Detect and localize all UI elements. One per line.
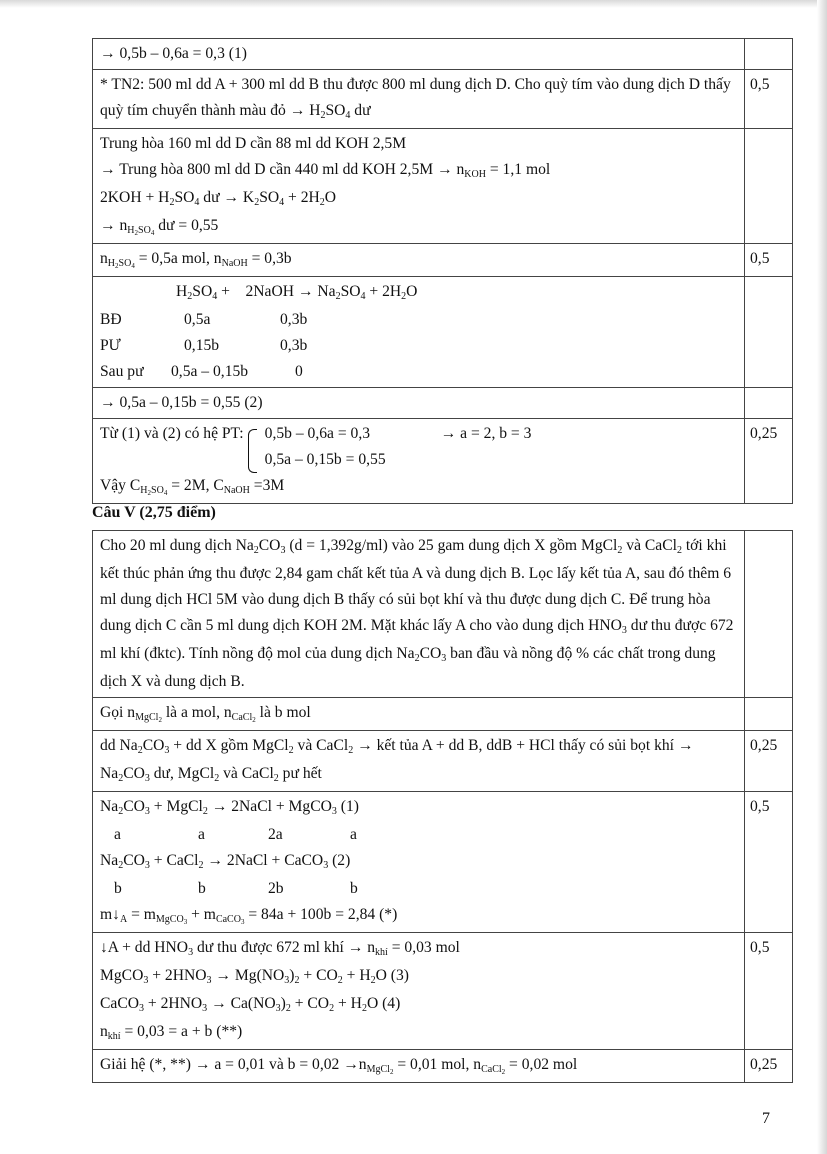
score-cell <box>745 129 793 244</box>
answer-cell: Giải hệ (*, **) → a = 0,01 và $b = 0,02 \to n_{MgCl_2} = 0,01$ mol, $n_{CaCl_2} = 0,02$ mol <box>93 1050 745 1083</box>
table-row <box>93 731 793 792</box>
table-row <box>93 698 793 731</box>
table-row <box>93 129 793 244</box>
score-cell <box>745 39 793 70</box>
score-cell <box>745 698 793 731</box>
answer-cell: ↓A + dd $HNO_3$ dư thu được 672 ml khí → $n_{khí} = 0,03$ mol MgCO$_3$ + $2HNO_3 \to Mg(NO_3)_2 + CO_2 + H_2O$ (3) CaCO$_3$ + $2HNO_3 \to Ca(NO_3)_2 + CO_2 + H_2O$ (4) $n_{khí} = 0,03 = a + b$ (**) <box>93 933 745 1050</box>
answer-cell: dd $Na_2CO_3$ + dd X gồm MgCl$_2$ và CaCl$_2$ → kết tủa A + dd B, ddB + HCl thấy có sủi bọt khí → $Na_2CO_3$ dư, MgCl$_2$ và CaCl$_2$ pư hết <box>93 731 745 792</box>
table-row <box>93 419 793 504</box>
answer-table-v <box>92 530 793 1083</box>
page-number: 7 <box>762 1110 770 1127</box>
table-row <box>93 277 793 388</box>
answer-cell: Trung hòa 160 ml dd D cần 88 ml dd KOH 2,5M → Trung hòa 800 ml dd D cần 440 ml dd KOH $2,5M \to n_{KOH} = 1,1$ mol $2KOH + H_2SO_4$ dư → $K_2SO_4 + 2H_2O$ → $n_{H_2SO_4}$ dư = 0,55 <box>93 129 745 244</box>
score-cell: 0,5 <box>745 70 793 129</box>
score-cell <box>745 531 793 698</box>
table-row <box>93 792 793 933</box>
answer-cell: $Na_2CO_3$ + MgCl$_2$ → 2NaCl + MgCO$_3$ (1) a a 2a a $Na_2CO_3$ + CaCl$_2$ → 2NaCl + CaCO$_3$ (2) b b 2b b $m↓_A = m_{MgCO_3} + m_{CaCO_3} = 84a + 100b = 2,84$ (*) <box>93 792 745 933</box>
score-cell: 0,5 <box>745 792 793 933</box>
score-cell: 0,5 <box>745 933 793 1050</box>
table-row <box>93 933 793 1050</box>
answer-cell: Từ (1) và (2) có hệ PT: 0,5b – 0,6a = 0,3 → a = 2, b = 3 0,5a – 0,15b = 0,55 Vậy $C_{H_2SO_4} = 2M$, $C_{NaOH} =3M$ <box>93 419 745 504</box>
score-cell <box>745 277 793 388</box>
table-row <box>93 388 793 419</box>
table-row <box>93 244 793 277</box>
answer-cell: → 0,5b – 0,6a = 0,3 (1) <box>93 39 745 70</box>
score-cell: 0,25 <box>745 1050 793 1083</box>
page-edge-top <box>0 0 827 8</box>
answer-cell: $H_2SO_4$ + 2NaOH → $Na_2SO_4 + 2H_2O$ BĐ 0,5a 0,3b PƯ 0,15b 0,3b Sau pư 0,5a – 0,15b 0 <box>93 277 745 388</box>
table-row <box>93 1050 793 1083</box>
score-cell: 0,5 <box>745 244 793 277</box>
page-edge-right <box>817 0 827 1154</box>
answer-table-iv <box>92 38 793 504</box>
answer-cell: $n_{H_2SO_4} = 0,5a$ mol, $n_{NaOH} = 0,3b$ <box>93 244 745 277</box>
score-cell: 0,25 <box>745 731 793 792</box>
section-title: Câu V (2,75 điểm) <box>92 504 216 521</box>
table-row <box>93 70 793 129</box>
problem-cell: Cho 20 ml dung dịch $Na_2CO_3$ (d = 1,392g/ml) vào 25 gam dung dịch X gồm MgCl$_2$ và CaCl$_2$ tới khi kết thúc phản ứng thu được 2,84 gam chất kết tủa A và dung dịch B. Lọc lấy kết tủa A, sau đó thêm 6 ml dung dịch HCl 5M vào dung dịch B thấy có sủi bọt khí và thu được dung dịch C. Để trung hòa dung dịch C cần 5 ml dung dịch KOH 2M. Mặt khác lấy A cho vào dung dịch $HNO_3$ dư thu được 672 ml khí (đktc). Tính nồng độ mol của dung dịch $Na_2CO_3$ ban đầu và nồng độ % các chất trong dung dịch X và dung dịch B. <box>93 531 745 698</box>
system-brace <box>248 429 257 473</box>
table-row <box>93 39 793 70</box>
score-cell: 0,25 <box>745 419 793 504</box>
answer-cell: * TN2: 500 ml dd A + 300 ml dd B thu được 800 ml dung dịch D. Cho quỳ tím vào dung dịch D thấy quỳ tím chuyển thành màu đỏ → $H_2SO_4$ dư <box>93 70 745 129</box>
table-row <box>93 531 793 698</box>
answer-cell: → 0,5a – 0,15b = 0,55 (2) <box>93 388 745 419</box>
answer-cell: Gọi $n_{MgCl_2}$ là a mol, $n_{CaCl_2}$ là b mol <box>93 698 745 731</box>
score-cell <box>745 388 793 419</box>
